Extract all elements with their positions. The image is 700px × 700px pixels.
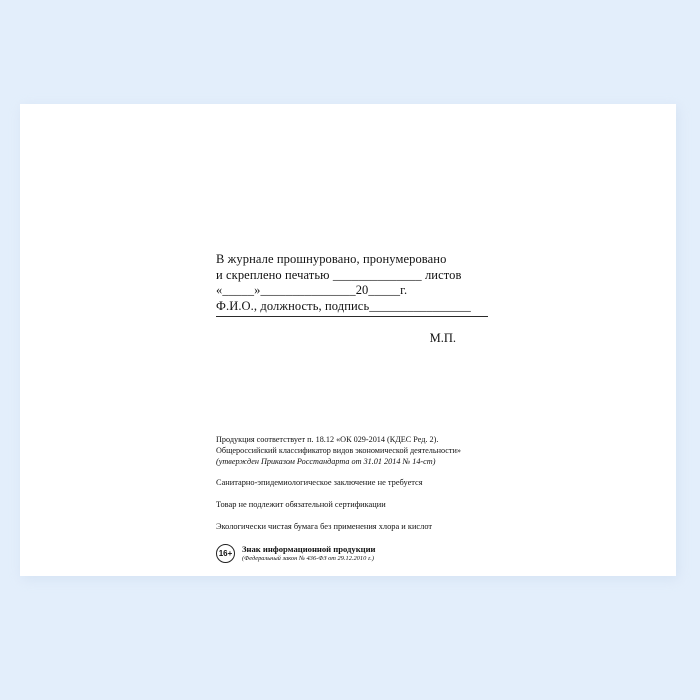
document-page bbox=[20, 104, 676, 576]
age-mark-title: Знак информационной продукции bbox=[242, 544, 376, 554]
footer-block bbox=[216, 434, 576, 563]
age-mark-subtitle: (Федеральный закон № 436-ФЗ от 29.12.2010 г.) bbox=[242, 555, 375, 562]
signature-rule bbox=[216, 316, 488, 317]
certification-line-4: Ф.И.О., должность, подпись________________ bbox=[216, 298, 471, 313]
age-mark-row bbox=[216, 544, 576, 563]
certification-block bbox=[216, 252, 546, 346]
spacer bbox=[216, 467, 576, 477]
certification-line-1: В журнале прошнуровано, пронумеровано bbox=[216, 252, 447, 266]
okved-line-2: Общероссийский классификатор видов экономической деятельности» bbox=[216, 446, 461, 455]
certification-line-2: и скреплено печатью ______________ листов bbox=[216, 267, 462, 282]
eco-paper-note: Экологически чистая бумага без применения хлора и кислот bbox=[216, 522, 433, 531]
certification-line-3: «_____»_______________20_____г. bbox=[216, 283, 408, 297]
seal-label: М.П. bbox=[429, 331, 456, 345]
age-mark-text bbox=[242, 544, 376, 563]
certification-note: Товар не подлежит обязательной сертификации bbox=[216, 500, 386, 509]
sanitary-note: Санитарно-эпидемиологическое заключение не требуется bbox=[216, 478, 423, 487]
age-rating-icon: 16+ bbox=[216, 544, 235, 563]
spacer bbox=[216, 511, 576, 521]
okved-line-3: (утвержден Приказом Росстандарта от 31.01 2014 № 14-ст) bbox=[216, 457, 436, 466]
spacer bbox=[216, 489, 576, 499]
okved-line-1: Продукция соответствует п. 18.12 «ОК 029-2014 (КДЕС Ред. 2). bbox=[216, 435, 439, 444]
